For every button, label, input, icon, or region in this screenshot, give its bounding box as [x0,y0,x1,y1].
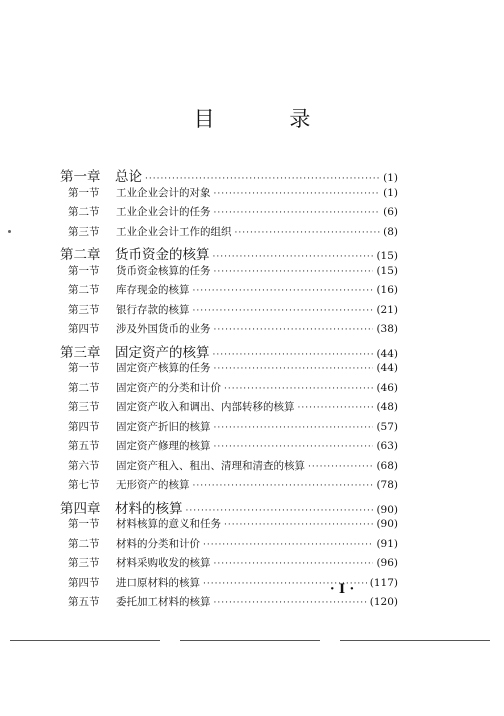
toc-section-entry [68,321,398,341]
section-number: 第三节 [68,401,100,413]
dot-leader [193,306,374,316]
page-reference: (68) [376,459,398,472]
section-number: 第二节 [68,284,100,296]
page-reference: (15) [376,264,398,277]
toc-section-entry [68,536,398,556]
dot-leader [224,384,373,394]
section-number: 第五节 [68,440,100,452]
dot-leader [193,286,374,296]
chapter-number: 第四章 [60,500,101,517]
section-title: 材料的分类和计价 [116,537,200,550]
chapter-title: 材料的核算 [115,500,183,517]
dot-leader [214,559,374,569]
section-title: 固定资产的分类和计价 [116,381,221,394]
page-reference: (44) [376,362,398,374]
section-number: 第二节 [68,537,100,550]
dot-leader [214,423,374,433]
toc-section-entry [68,224,398,244]
page-reference: (1) [383,172,398,184]
page-reference: (6) [383,206,398,218]
section-number: 第七节 [68,479,100,491]
toc-chapter-entry [60,341,398,361]
section-number: 第四节 [68,576,100,589]
chapter-number: 第一章 [60,169,101,185]
page-reference: (78) [376,479,398,491]
page-reference: (90) [376,518,398,530]
toc-section-entry [68,438,398,458]
toc-section-entry [68,399,398,419]
chapter-title: 总论 [115,169,142,185]
dot-leader [193,481,374,491]
page-reference: (1) [383,186,398,199]
page-number: · I · [330,582,355,597]
toc-section-entry [68,185,398,205]
chapter-number: 第三章 [60,344,101,361]
scan-speck [8,230,11,233]
page-reference: (16) [376,284,398,296]
section-title: 委托加工材料的核算 [116,596,211,608]
dot-leader [214,442,374,452]
dot-leader [186,506,374,516]
page-reference: (48) [376,401,398,413]
section-number: 第一节 [68,362,100,374]
page-reference: (46) [376,381,398,394]
page-reference: (91) [376,537,398,550]
bottom-rule-left [10,640,160,641]
bottom-rule-middle [180,640,320,641]
toc-section-entry [68,263,398,283]
section-number: 第一节 [68,518,100,530]
section-title: 固定资产折旧的核算 [116,420,211,433]
dot-leader [213,252,374,262]
section-number: 第四节 [68,420,100,433]
page-reference: (96) [376,557,398,569]
toc-section-entry [68,477,398,497]
toc-chapter-entry [60,243,398,263]
dot-leader [213,350,374,360]
toc-section-entry [68,555,398,575]
page-title: 目 录 [193,107,345,131]
section-title: 库存现金的核算 [116,284,190,296]
page-reference: (120) [369,596,398,608]
section-title: 固定资产收入和调出、内部转移的核算 [116,401,295,413]
section-title: 无形资产的核算 [116,479,190,491]
page-reference: (57) [376,420,398,433]
page-reference: (44) [376,347,398,360]
chapter-title: 货币资金的核算 [115,247,210,263]
toc-section-entry [68,282,398,302]
chapter-title: 固定资产的核算 [115,344,210,361]
toc-section-entry [68,204,398,224]
toc-section-entry [68,458,398,478]
section-number: 第一节 [68,186,100,199]
section-title: 材料采购收发的核算 [116,557,211,569]
section-title: 固定资产租入、租出、清理和清查的核算 [116,459,305,472]
toc-chapter-entry [60,497,398,517]
section-number: 第二节 [68,206,100,218]
dot-leader [298,403,374,413]
toc-section-entry [68,380,398,400]
section-title: 银行存款的核算 [116,303,190,316]
section-title: 固定资产修理的核算 [116,440,211,452]
dot-leader [214,267,374,277]
dot-leader [224,520,373,530]
section-title: 工业企业会计工作的组织 [116,225,232,238]
dot-leader [214,364,374,374]
section-number: 第五节 [68,596,100,608]
toc-section-entry [68,360,398,380]
dot-leader [235,228,381,238]
section-number: 第三节 [68,557,100,569]
section-title: 固定资产核算的任务 [116,362,211,374]
toc-chapter-entry [60,165,398,185]
section-number: 第三节 [68,225,100,238]
section-number: 第四节 [68,323,100,335]
dot-leader [214,598,367,608]
section-number: 第一节 [68,264,100,277]
toc-section-entry [68,516,398,536]
section-number: 第六节 [68,459,100,472]
section-title: 进口原材料的核算 [116,576,200,589]
toc-section-entry [68,302,398,322]
page-reference: (90) [376,503,398,516]
toc-section-entry [68,594,398,614]
dot-leader [203,540,373,550]
toc-section-entry [68,419,398,439]
dot-leader [214,325,374,335]
section-title: 涉及外国货币的业务 [116,323,211,335]
section-number: 第三节 [68,303,100,316]
chapter-number: 第二章 [60,247,101,263]
page-reference: (63) [376,440,398,452]
dot-leader [214,208,381,218]
section-title: 工业企业会计的对象 [116,186,211,199]
page-reference: (117) [369,576,398,589]
dot-leader [308,462,373,472]
bottom-rule-right [340,640,490,641]
page-reference: (21) [376,303,398,316]
dot-leader [214,189,381,199]
section-title: 货币资金核算的任务 [116,264,211,277]
section-number: 第二节 [68,381,100,394]
page-reference: (15) [376,250,398,262]
section-title: 工业企业会计的任务 [116,206,211,218]
section-title: 材料核算的意义和任务 [116,518,221,530]
dot-leader [145,174,380,184]
page-reference: (38) [376,323,398,335]
page-reference: (8) [383,225,398,238]
